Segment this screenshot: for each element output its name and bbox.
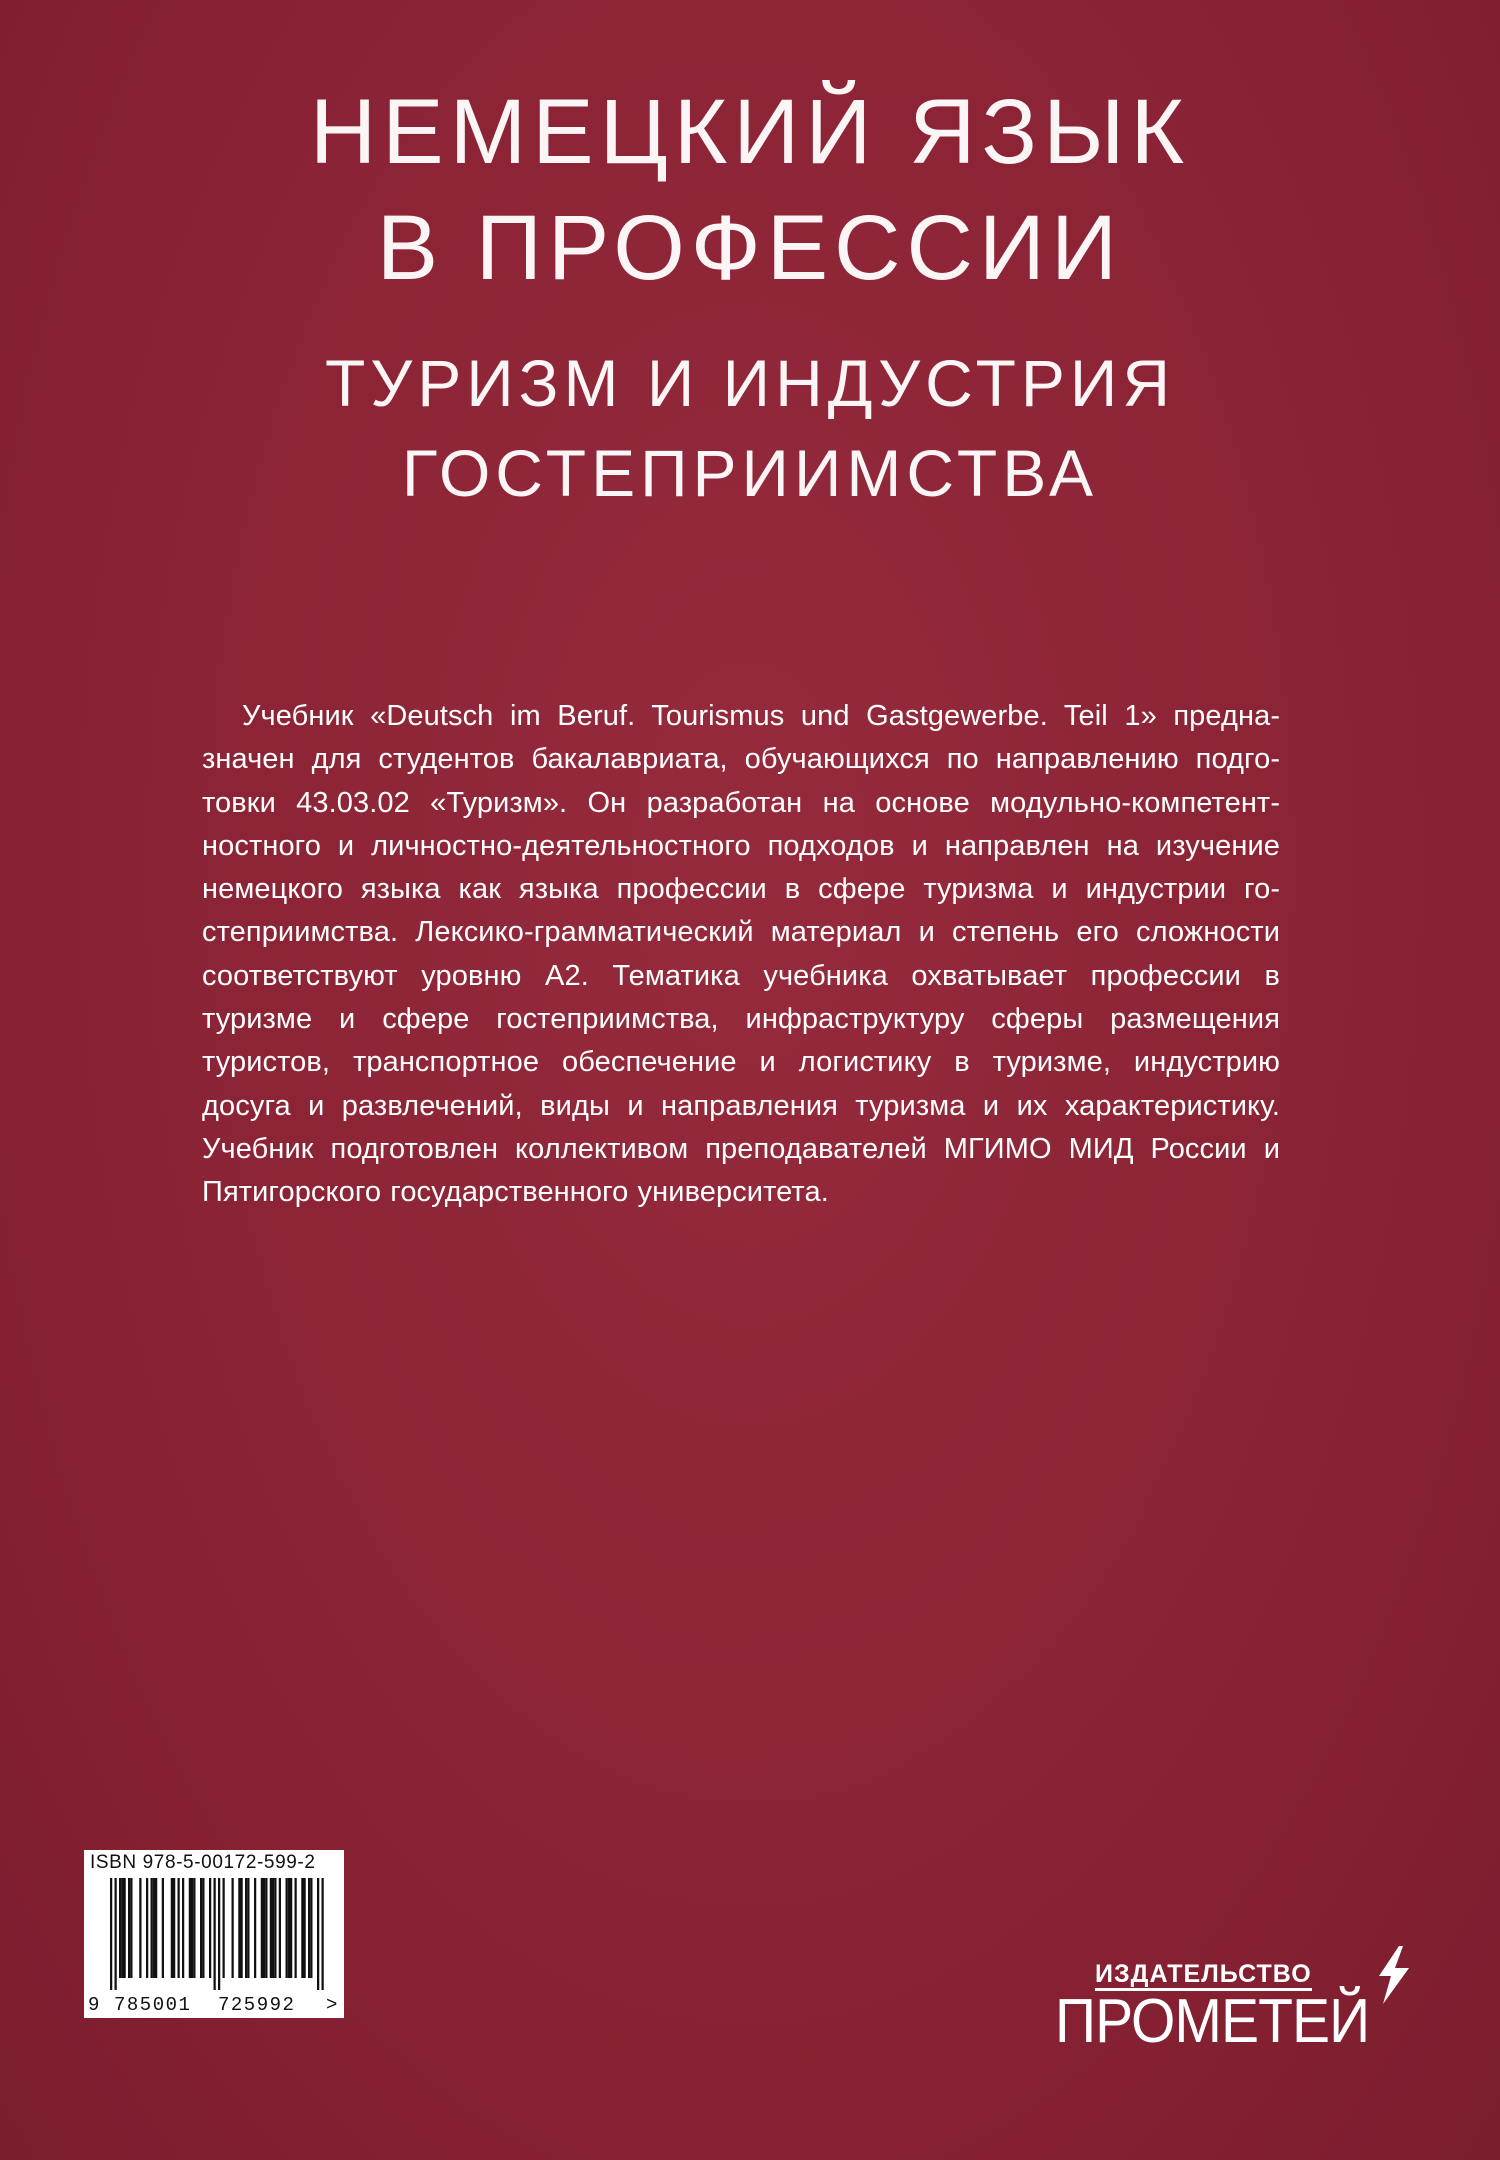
- isbn-barcode: [84, 1850, 344, 2018]
- barcode-bars: [90, 1878, 338, 1990]
- barcode-bar: [155, 1878, 157, 1978]
- book-title-line-2: В ПРОФЕССИИ: [376, 197, 1124, 299]
- barcode-digit-group-2: 725992: [218, 1994, 296, 2016]
- barcode-bar: [241, 1878, 243, 1978]
- barcode-bar: [238, 1878, 240, 1978]
- barcode-guard-bar: [317, 1878, 319, 1990]
- barcode-guard-bar: [322, 1878, 324, 1990]
- barcode-bar: [171, 1878, 173, 1978]
- barcode-bar: [209, 1878, 211, 1978]
- barcode-bar: [178, 1878, 180, 1978]
- barcode-bar: [232, 1878, 234, 1978]
- barcode-bar: [279, 1878, 281, 1978]
- barcode-bar: [124, 1878, 126, 1978]
- barcode-bar: [286, 1878, 288, 1978]
- barcode-bar: [310, 1878, 312, 1978]
- barcode-bar: [202, 1878, 204, 1978]
- publisher-logo: [1055, 1960, 1415, 2060]
- barcode-bar: [146, 1878, 148, 1978]
- barcode-bar: [128, 1878, 130, 1978]
- barcode-bar: [304, 1878, 306, 1978]
- barcode-bar: [182, 1878, 184, 1978]
- barcode-bar: [265, 1878, 267, 1978]
- book-subtitle-line-2: ГОСТЕПРИИМСТВА: [401, 436, 1099, 510]
- barcode-bar: [254, 1878, 256, 1978]
- barcode-digit-group-1: 785001: [114, 1994, 192, 2016]
- barcode-bar: [139, 1878, 141, 1978]
- barcode-guard-bar: [214, 1878, 216, 1990]
- barcode-bar: [274, 1878, 276, 1978]
- barcode-bar: [151, 1878, 153, 1978]
- barcode-bar: [301, 1878, 303, 1978]
- barcode-bar: [200, 1878, 202, 1978]
- barcode-bar: [173, 1878, 175, 1978]
- barcode-bar: [189, 1878, 191, 1978]
- publisher-label: ИЗДАТЕЛЬСТВО: [1095, 1960, 1312, 1991]
- barcode-bar: [223, 1878, 225, 1978]
- barcode-bar: [288, 1878, 290, 1978]
- book-subtitle-line-1: ТУРИЗМ И ИНДУСТРИЯ: [324, 346, 1176, 420]
- barcode-arrow: >: [326, 1994, 339, 2016]
- lightning-bolt-icon: [1373, 1946, 1413, 2006]
- barcode-lead-digit: 9: [88, 1994, 101, 2016]
- barcode-bar: [153, 1878, 155, 1978]
- barcode-bar: [247, 1878, 249, 1978]
- barcode-bar: [290, 1878, 292, 1978]
- barcode-bar: [261, 1878, 263, 1978]
- book-annotation: [202, 695, 1280, 1215]
- barcode-bar: [295, 1878, 297, 1978]
- isbn-label: ISBN 978-5-00172-599-2: [90, 1852, 316, 1873]
- barcode-bar: [130, 1878, 132, 1978]
- barcode-bar: [272, 1878, 274, 1978]
- barcode-bar: [121, 1878, 123, 1978]
- barcode-bar: [245, 1878, 247, 1978]
- publisher-name: ПРОМЕТЕЙ: [1055, 1987, 1370, 2056]
- book-title-line-1: НЕМЕЦКИЙ ЯЗЫК: [309, 81, 1191, 183]
- barcode-bar: [191, 1878, 193, 1978]
- barcode-bar: [193, 1878, 195, 1978]
- barcode-guard-bar: [218, 1878, 220, 1990]
- annotation-text: Учебник «Deutsch im Beruf. Tourismus und Gastgewerbe. Teil 1» предназначен для студентов бакалавриата, обучающихся по направлению подготовки 43.03.02 «Туризм». Он разработан на основе модульно-компетентностного и личностно-деятельностного подходов и направлен на изучение немецкого языка как языка профессии в сфере туризма и индустрии гостеприимства. Лексико-грамматический материал и степень его сложности соответствуют уровню А2. Тематика учебника охватывает профессии в туризме и сфере гостеприимства, инфраструктуру сферы размещения туристов, транспортное обеспечение и логистику в туризме, индустрию досуга и развлечений, виды и направления туризма и их характеристику. Учебник подготовлен коллективом преподавателей МГИМО МИД России и Пятигорского государственного университета.: [202, 700, 1280, 1209]
- barcode-bar: [270, 1878, 272, 1978]
- barcode-guard-bar: [115, 1878, 117, 1990]
- barcode-bar: [263, 1878, 265, 1978]
- barcode-bar: [308, 1878, 310, 1978]
- barcode-bar: [162, 1878, 164, 1978]
- barcode-guard-bar: [110, 1878, 112, 1990]
- barcode-bar: [119, 1878, 121, 1978]
